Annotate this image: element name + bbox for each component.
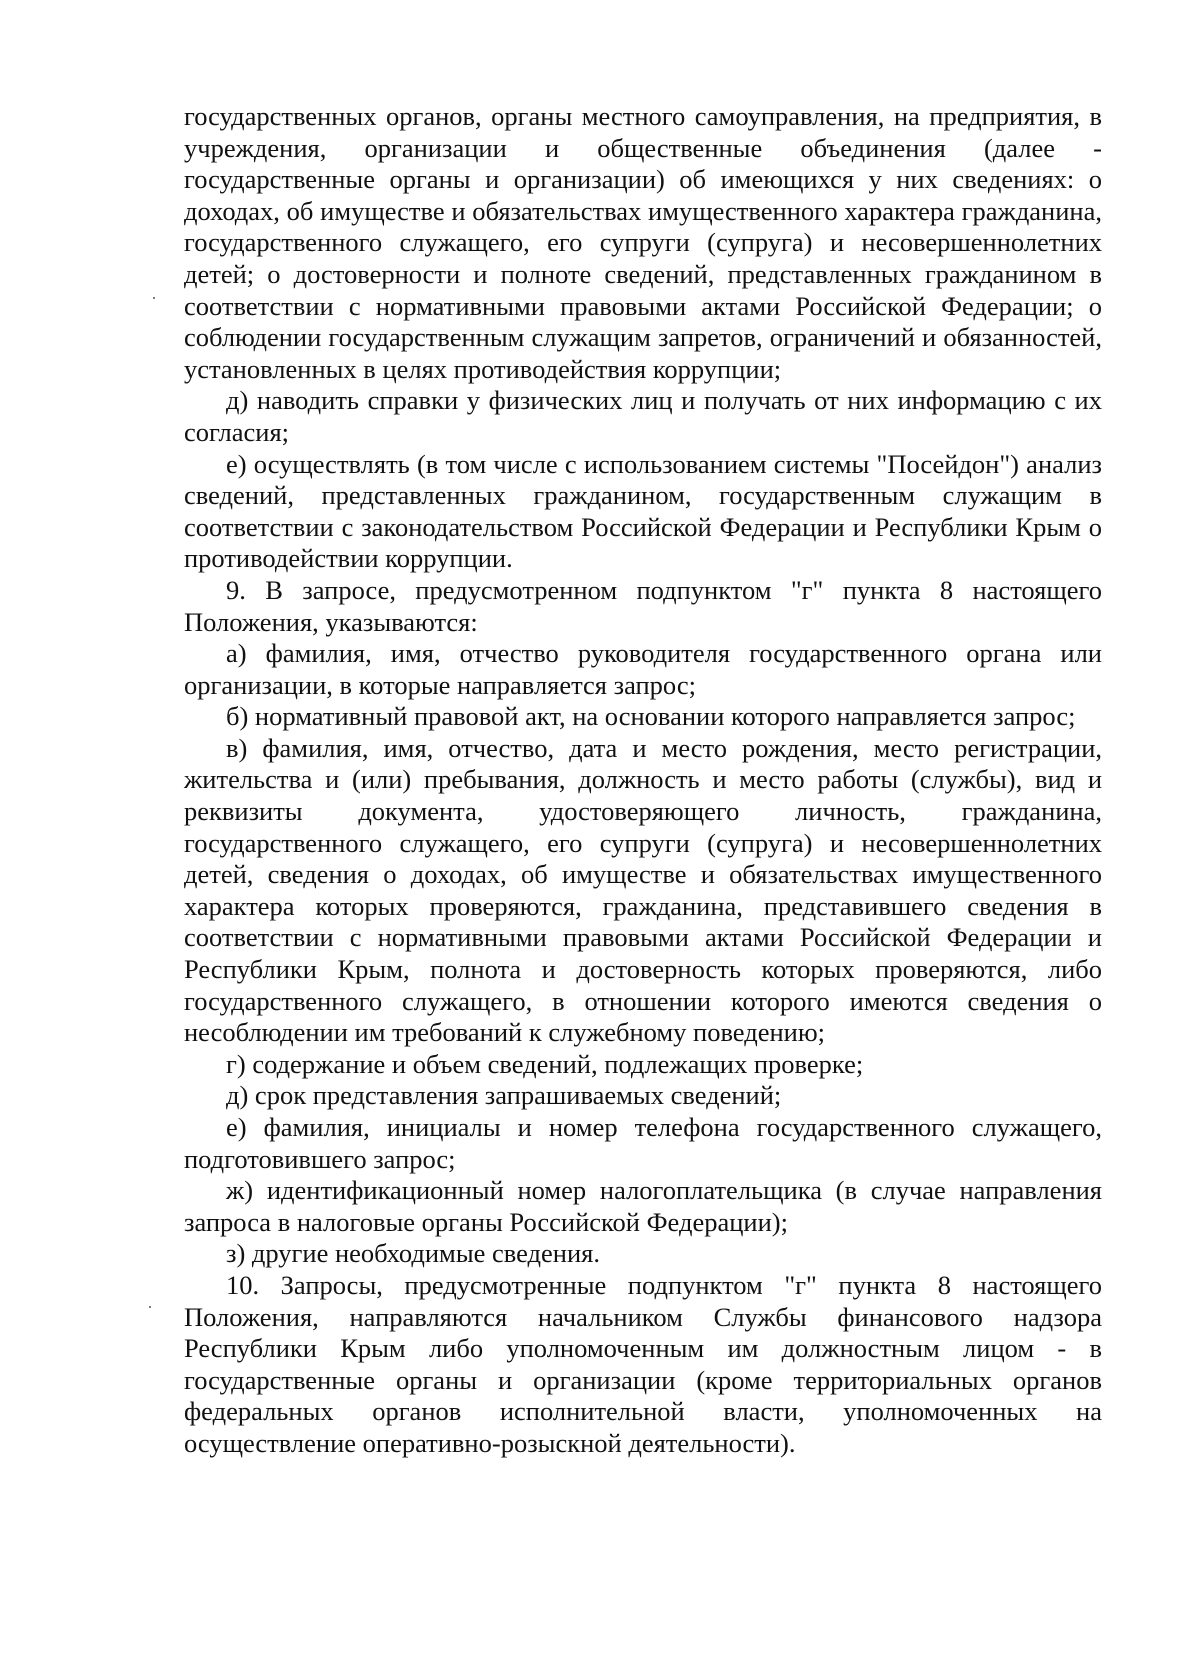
paragraph-item-v: в) фамилия, имя, отчество, дата и место рождения, место регистрации, жительства и (или) пребывания, должность и место работы (службы), вид и реквизиты документа, удостоверяющего личность, гражданина, государственного служащего, его супруги (супруга) и несовершеннолетних детей, сведения о доходах, об имуществе и обязательствах имущественного характера которых проверяются, гражданина, представившего сведения в соответствии с нормативными правовыми актами Российской Федерации и Республики Крым, полнота и достоверность которых проверяются, либо государственного служащего, в отношении которого имеются сведения о несоблюдении им требований к служебному поведению; (184, 732, 1102, 1048)
paragraph-item-g: г) содержание и объем сведений, подлежащих проверке; (226, 1048, 864, 1079)
paragraph-continuation: государственных органов, органы местного самоуправления, на предприятия, в учреждения, организации и общественные объединения (далее - государственные органы и организации) об имеющихся у них сведениях: о доходах, об имуществе и обязательствах имущественного характера гражданина, государственного служащего, его супруги (супруга) и несовершеннолетних детей; о достоверности и полноте сведений, представленных гражданином в соответствии с нормативными правовыми актами Российской Федерации; о соблюдении государственным служащим запретов, ограничений и обязанностей, установленных в целях противодействия коррупции; (184, 101, 1102, 384)
paragraph-item-d: д) наводить справки у физических лиц и получать от них информацию с их согласия; (184, 385, 1102, 447)
paragraph-clause-10: 10. Запросы, предусмотренные подпунктом "г" пункта 8 настоящего Положения, направляются начальником Службы финансового надзора Республики Крым либо уполномоченным им должностным лицом - в государственные органы и организации (кроме территориальных органов федеральных органов исполнительной власти, уполномоченных на осуществление оперативно-розыскной деятельности). (184, 1269, 1102, 1458)
paragraph-item-d2: д) срок представления запрашиваемых сведений; (226, 1080, 782, 1111)
paragraph-item-z: з) другие необходимые сведения. (226, 1238, 600, 1269)
paragraph-item-b: б) нормативный правовой акт, на основании которого направляется запрос; (226, 701, 1076, 732)
paragraph-item-a: а) фамилия, имя, отчество руководителя государственного органа или организации, в которые направляется запрос; (184, 638, 1102, 700)
scan-speck (153, 297, 155, 299)
paragraph-item-e: е) осуществлять (в том числе с использованием системы "Посейдон") анализ сведений, представленных гражданином, государственным служащим в соответствии с законодательством Российской Федерации и Республики Крым о противодействии коррупции. (184, 448, 1102, 574)
paragraph-item-e2: е) фамилия, инициалы и номер телефона государственного служащего, подготовившего запрос; (184, 1112, 1102, 1174)
scan-speck (149, 1306, 151, 1308)
paragraph-item-zh: ж) идентификационный номер налогоплательщика (в случае направления запроса в налоговые органы Российской Федерации); (184, 1175, 1102, 1237)
paragraph-clause-9: 9. В запросе, предусмотренном подпунктом "г" пункта 8 настоящего Положения, указываются: (184, 574, 1102, 637)
document-body (184, 101, 1102, 1460)
